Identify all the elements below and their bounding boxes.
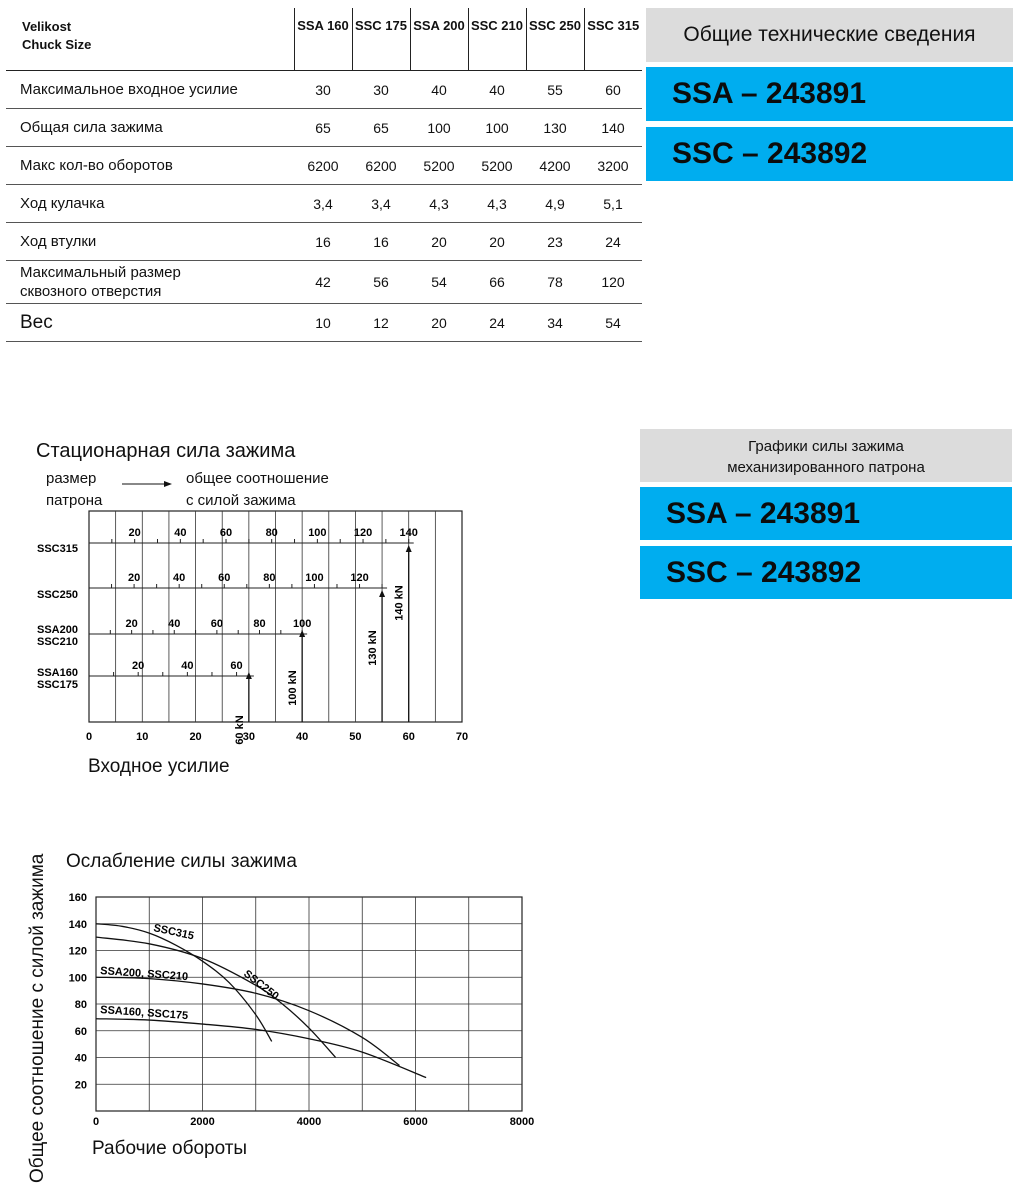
chart1-x-tick-label: 70	[455, 731, 469, 743]
chart2-series-label: SSC250	[241, 967, 281, 1003]
chart1-scale-tick-label: 20	[125, 618, 138, 630]
product-code-ssa: SSA – 243891	[646, 67, 1013, 121]
table-cell: 65	[294, 109, 352, 147]
table-cell: 100	[410, 109, 468, 147]
chart2-y-tick-label: 140	[68, 918, 87, 931]
model-header: SSA 160	[294, 8, 352, 71]
chart1-x-tick-label: 40	[296, 731, 309, 743]
row-label: Максимальное входное усилие	[6, 71, 294, 109]
chart1-scale-tick-label: 60	[219, 527, 233, 539]
table-cell: 66	[468, 261, 526, 304]
chart1-scale-tick-label: 80	[263, 572, 276, 584]
chart2-x-tick-label: 2000	[190, 1116, 215, 1128]
row-label: Ход кулачка	[6, 185, 294, 223]
table-cell: 6200	[294, 147, 352, 185]
chart2-y-tick-label: 120	[68, 945, 87, 958]
table-cell: 5200	[468, 147, 526, 185]
charts-info-title-line1: Графики силы зажима	[748, 437, 904, 455]
chart2-y-tick-label: 60	[74, 1025, 87, 1038]
chart1-scale-tick-label: 40	[174, 527, 187, 539]
table-cell: 12	[352, 304, 410, 342]
chart1-legend-to-line2: с силой зажима	[186, 492, 296, 509]
model-header: SSC 210	[468, 8, 526, 71]
table-cell: 55	[526, 71, 584, 109]
table-cell: 4,3	[468, 185, 526, 223]
model-header: SSA 200	[410, 8, 468, 71]
row-label: Общая сила зажима	[6, 109, 294, 147]
chart1-scale-name: SSA200	[37, 624, 78, 636]
chart1-scale-tick-label: 20	[127, 572, 141, 584]
chart1-marker-label: 100 kN	[287, 670, 300, 706]
table-cell: 4,3	[410, 185, 468, 223]
chart1-legend-from-line2: патрона	[46, 492, 103, 509]
chart1-scale-tick-label: 60	[210, 618, 224, 630]
chart1-title: Стационарная сила зажима	[36, 440, 296, 462]
table-cell: 140	[584, 109, 642, 147]
chart1-scale-tick-label: 80	[253, 618, 266, 630]
chart1-scale-name: SSC250	[37, 589, 78, 601]
chart1-scale-tick-label: 20	[132, 660, 145, 672]
table-cell: 4,9	[526, 185, 584, 223]
chart2-series-label: SSA160, SSC175	[99, 1004, 189, 1023]
table-cell: 54	[584, 304, 642, 342]
table-cell: 30	[294, 71, 352, 109]
table-cell: 6200	[352, 147, 410, 185]
chart1-scale-name: SSC315	[37, 543, 78, 555]
model-header: SSC 315	[584, 8, 642, 71]
table-cell: 24	[584, 223, 642, 261]
chart1-x-tick-label: 30	[242, 731, 255, 743]
chart1-marker-label: 60 kN	[233, 715, 246, 745]
row-label: Вес	[6, 304, 294, 342]
table-cell: 30	[352, 71, 410, 109]
chart1-scale-tick-label: 60	[218, 572, 231, 584]
table-cell: 40	[410, 71, 468, 109]
table-cell: 40	[468, 71, 526, 109]
product-code-ssc: SSC – 243892	[640, 546, 1012, 599]
table-cell: 4200	[526, 147, 584, 185]
table-cell: 34	[526, 304, 584, 342]
chart1-xlabel: Входное усилие	[88, 756, 230, 777]
table-cell: 60	[584, 71, 642, 109]
table-cell: 24	[468, 304, 526, 342]
table-cell: 78	[526, 261, 584, 304]
chuck-size-header-line1: Velikost	[22, 19, 72, 34]
chart1-scale-name: SSC210	[37, 636, 78, 648]
chart2-y-tick-label: 40	[74, 1052, 87, 1065]
table-cell: 100	[468, 109, 526, 147]
chart2-xlabel: Рабочие обороты	[92, 1138, 248, 1159]
chart1-legend-from-line1: размер	[46, 470, 97, 487]
chart1-scale-name: SSC175	[37, 679, 78, 691]
model-header: SSC 175	[352, 8, 410, 71]
chart1-scale-tick-label: 140	[399, 527, 418, 539]
chart1-x-tick-label: 10	[136, 731, 149, 743]
row-label: Макс кол-во оборотов	[6, 147, 294, 185]
chart1-scale-name: SSA160	[37, 667, 78, 679]
chart1-scale-tick-label: 40	[181, 660, 194, 672]
chart1-scale-tick-label: 80	[265, 527, 278, 539]
chart2-y-tick-label: 160	[68, 892, 87, 904]
table-cell: 20	[410, 304, 468, 342]
chart1-x-tick-label: 50	[349, 731, 362, 743]
chart1-legend-to-line1: общее соотношение	[186, 470, 329, 487]
table-cell: 16	[294, 223, 352, 261]
table-cell: 130	[526, 109, 584, 147]
chart1-x-tick-label: 0	[85, 731, 93, 743]
table-cell: 10	[294, 304, 352, 342]
row-label-line2: сквозного отверстия	[20, 283, 162, 300]
chart1-x-tick-label: 20	[189, 731, 202, 743]
chart2-series-label: SSC315	[152, 922, 195, 943]
table-cell: 120	[584, 261, 642, 304]
charts-info-title-line2: механизированного патрона	[727, 458, 925, 476]
chart1-marker-label: 130 kN	[367, 630, 380, 666]
model-header: SSC 250	[526, 8, 584, 71]
product-code-ssc: SSC – 243892	[646, 127, 1013, 181]
chart1-scale-tick-label: 40	[173, 572, 186, 584]
tech-info-title: Общие технические сведения	[646, 8, 1013, 62]
row-label: Ход втулки	[6, 223, 294, 261]
chart2-series-label: SSA200, SSC210	[99, 965, 189, 984]
chart2-y-tick-label: 100	[68, 972, 87, 985]
table-cell: 65	[352, 109, 410, 147]
chart1-scale-tick-label: 120	[350, 572, 369, 584]
table-cell: 23	[526, 223, 584, 261]
table-cell: 3,4	[352, 185, 410, 223]
table-cell: 42	[294, 261, 352, 304]
chart2-x-tick-label: 6000	[403, 1116, 428, 1128]
chart1-scale-tick-label: 60	[230, 660, 243, 672]
chart2-x-tick-label: 4000	[296, 1116, 322, 1128]
chart2-title: Ослабление силы зажима	[66, 851, 297, 872]
table-cell: 20	[468, 223, 526, 261]
table-cell: 3200	[584, 147, 642, 185]
chart1-x-tick-label: 60	[402, 731, 415, 743]
chart2-y-tick-label: 20	[74, 1079, 87, 1092]
table-cell: 16	[352, 223, 410, 261]
chart1-scale-tick-label: 120	[353, 527, 373, 539]
chart2-y-tick-label: 80	[74, 999, 87, 1011]
chart1-marker-label: 140 kN	[393, 585, 406, 621]
chart2-x-tick-label: 0	[92, 1116, 100, 1128]
chart1-scale-tick-label: 40	[168, 618, 181, 630]
chart2-ylabel: Общее соотношение с силой зажима	[27, 853, 48, 1183]
chart1-scale-tick-label: 100	[292, 618, 312, 630]
product-code-ssa: SSA – 243891	[640, 487, 1012, 540]
chart2-x-tick-label: 8000	[509, 1116, 535, 1128]
table-cell: 5200	[410, 147, 468, 185]
table-cell: 5,1	[584, 185, 642, 223]
chart1-scale-tick-label: 100	[305, 572, 324, 584]
chuck-size-header-line2: Chuck Size	[22, 37, 92, 52]
table-cell: 3,4	[294, 185, 352, 223]
table-cell: 20	[410, 223, 468, 261]
chart1-scale-tick-label: 20	[128, 527, 141, 539]
chart1-scale-tick-label: 100	[308, 527, 327, 539]
table-cell: 56	[352, 261, 410, 304]
table-cell: 54	[410, 261, 468, 304]
row-label-line1: Максимальный размер	[20, 264, 181, 281]
